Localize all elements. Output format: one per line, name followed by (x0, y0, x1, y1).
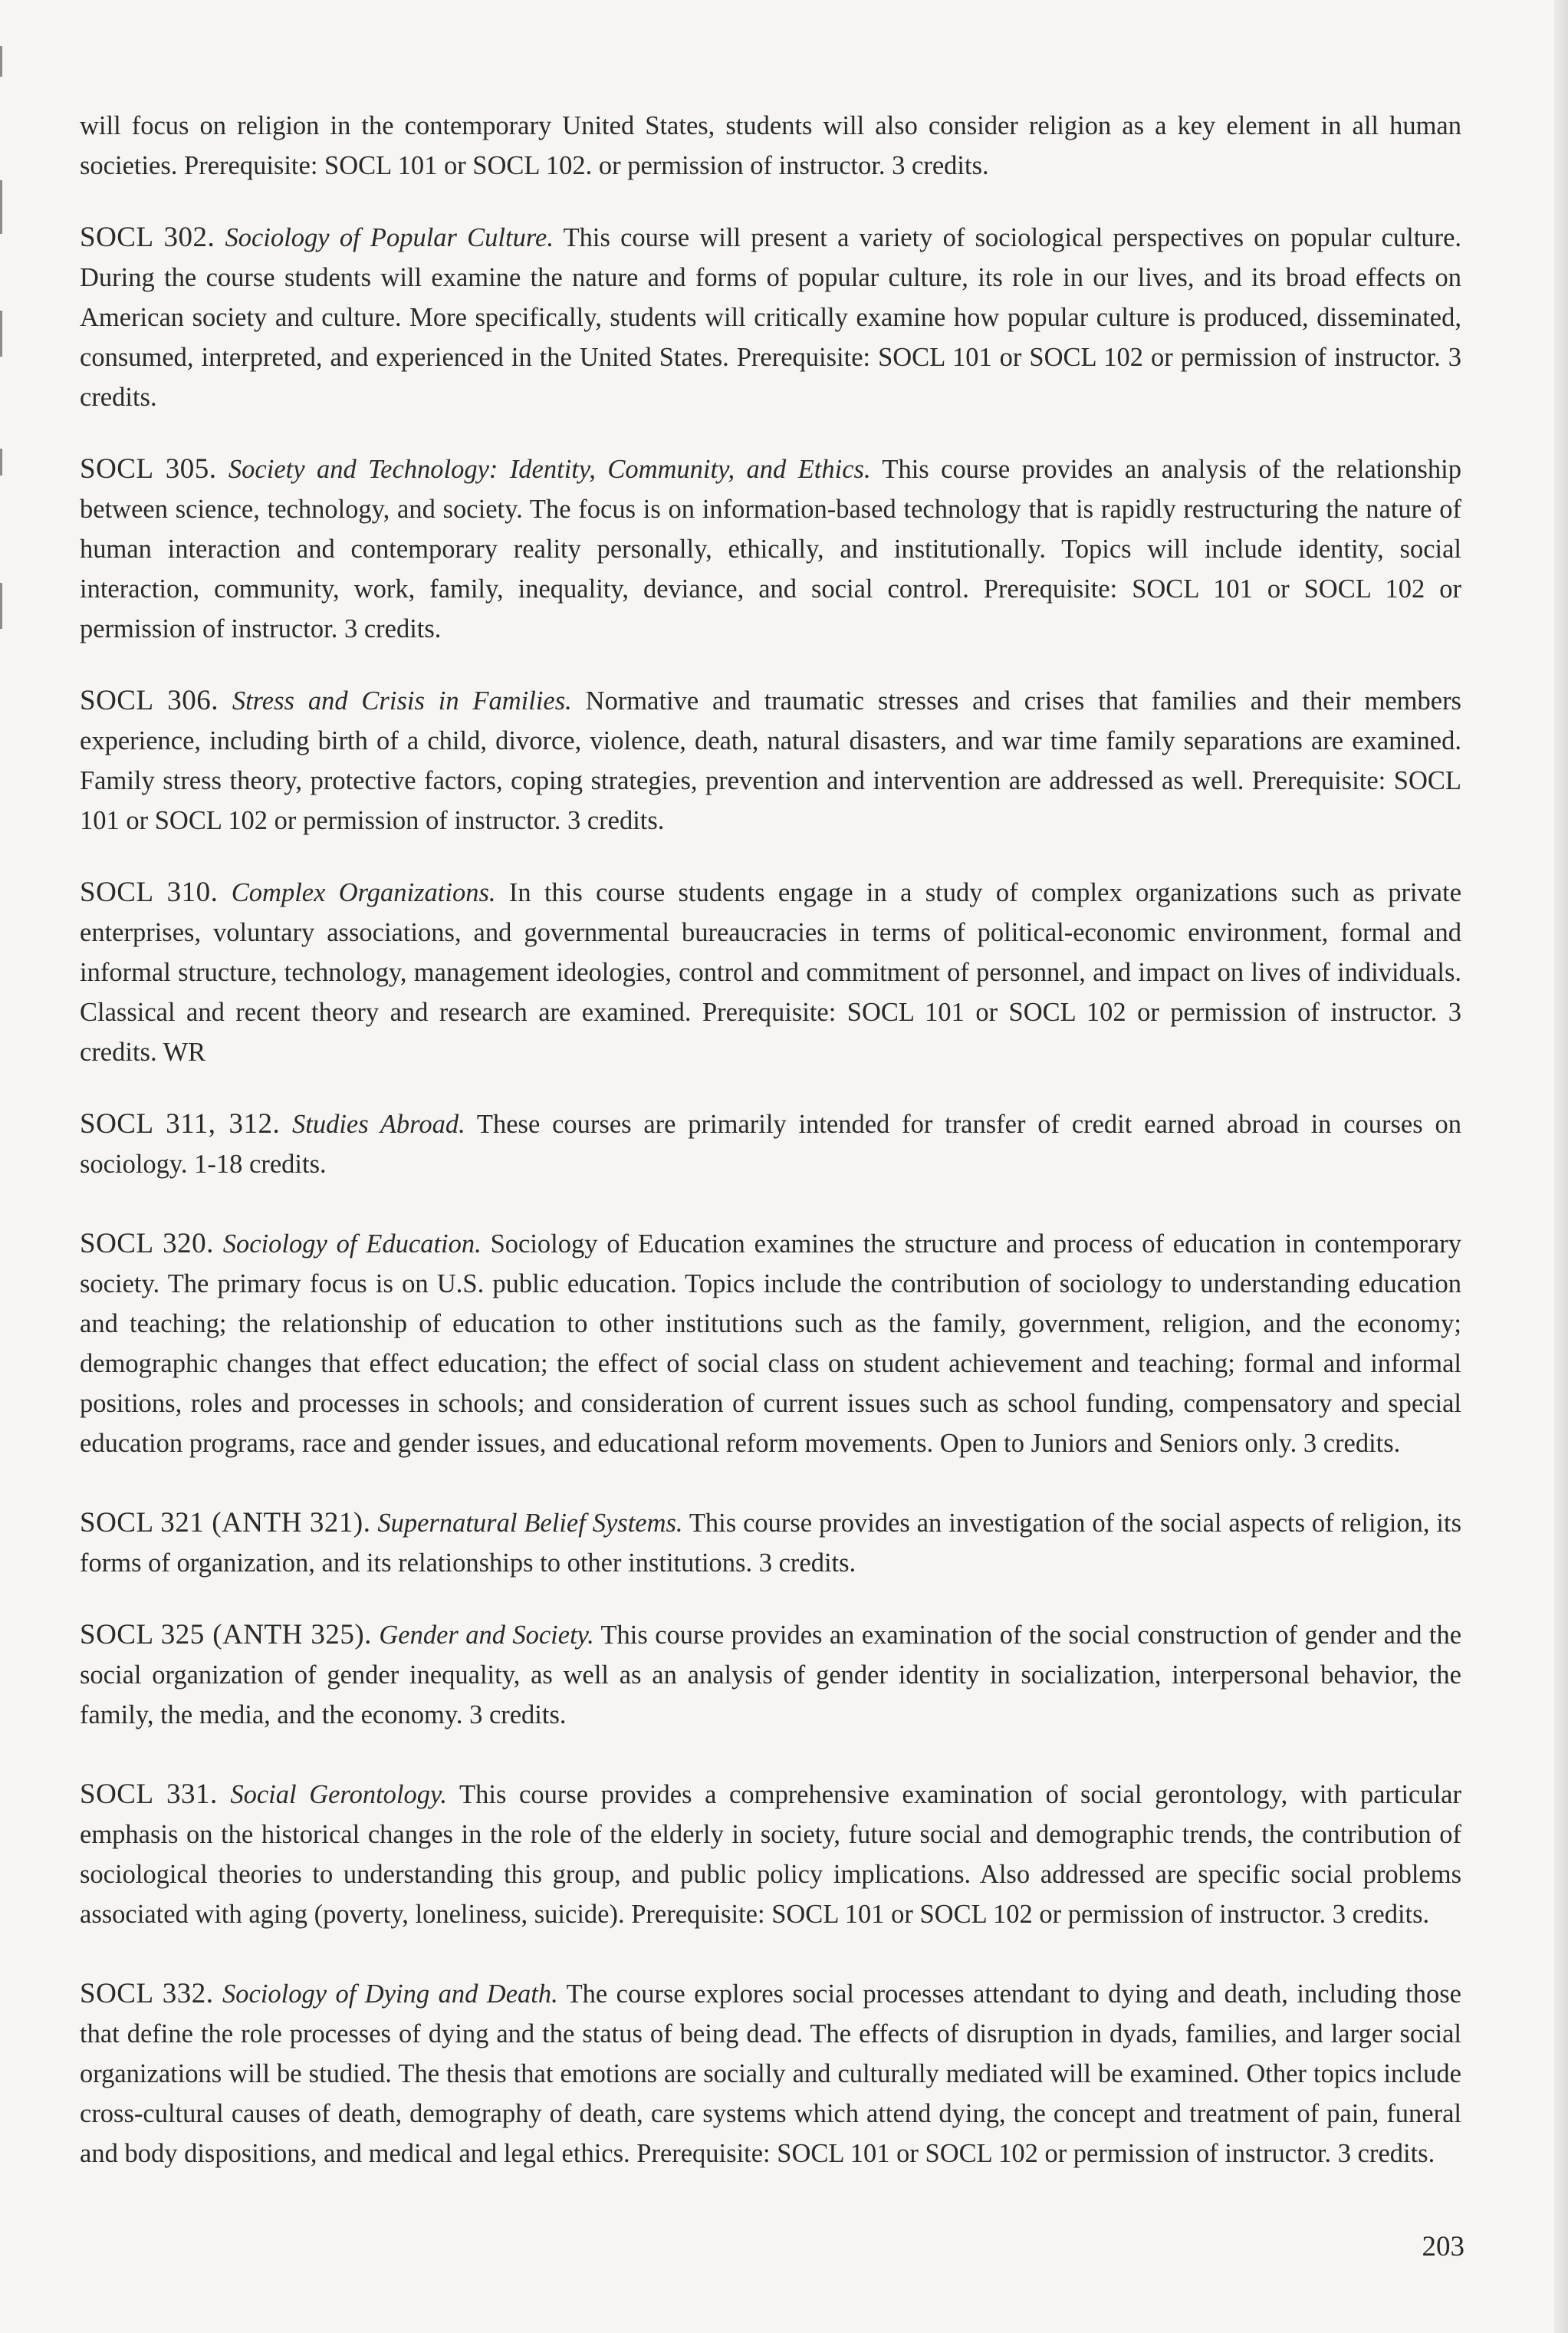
course-description: This course provides an analysis of the relationship between science, technology, and society. The focus is on information-based technology that is rapidly restructuring the nature of human interaction and contemporary reality personally, ethically, and institutionally. Topics will include identity, social interaction, community, work, family, inequality, deviance, and social control. Prerequisite: SOCL 101 or SOCL 102 or permission of instructor. 3 credits. (80, 455, 1461, 643)
course-description: This course provides a comprehensive examination of social gerontology, with particular emphasis on the historical changes in the role of the elderly in society, future social and demographic trends, the contribution of sociological theories to understanding this group, and public policy implications. Also addressed are specific social problems associated with aging (poverty, loneliness, suicide). Prerequisite: SOCL 101 or SOCL 102 or permission of instructor. 3 credits. (80, 1780, 1461, 1929)
course-title: Studies Abroad. (292, 1110, 465, 1139)
course-entry (80, 1974, 1461, 2173)
course-description: The course explores social processes attendant to dying and death, including those that define the role processes of dying and the status of being dead. The effects of disruption in dyads, families, and larger social organizations will be studied. The thesis that emotions are socially and culturally mediated will be examined. Other topics include cross-cultural causes of death, demography of death, care systems which attend dying, the concept and treatment of pain, funeral and body dispositions, and medical and legal ethics. Prerequisite: SOCL 101 or SOCL 102 or permission of instructor. 3 credits. (80, 1979, 1461, 2168)
course-description: These courses are primarily intended for transfer of credit earned abroad in courses on sociology. 1-18 credits. (80, 1110, 1461, 1179)
course-entry (80, 218, 1461, 417)
page-number: 203 (1422, 2231, 1464, 2262)
course-code: SOCL 306. (80, 685, 219, 716)
course-title: Supernatural Belief Systems. (377, 1509, 683, 1538)
scan-mark (0, 311, 2, 357)
scan-mark (0, 449, 2, 475)
course-entry (80, 1104, 1461, 1184)
course-entry (80, 1503, 1461, 1583)
course-title: Gender and Society. (379, 1621, 594, 1650)
course-code: SOCL 302. (80, 222, 215, 253)
course-code: SOCL 320. (80, 1228, 214, 1259)
course-description: This course provides an examination of the social construction of gender and the social organization of gender inequality, as well as an analysis of gender identity in socialization, interpersonal behavior, the family, the media, and the economy. 3 credits. (80, 1621, 1462, 1729)
course-entry (80, 1775, 1461, 1934)
course-entry (80, 873, 1461, 1072)
course-description: Normative and traumatic stresses and crises that families and their members experience, including birth of a child, divorce, violence, death, natural disasters, and war time family separations are examined. Family stress theory, protective factors, coping strategies, prevention and intervention are addressed as well. Prerequisite: SOCL 101 or SOCL 102 or permission of instructor. 3 credits. (80, 686, 1461, 835)
scan-edge (1554, 0, 1568, 2333)
course-title: Sociology of Education. (222, 1229, 482, 1259)
continuation-text: will focus on religion in the contemporary United States, students will also consider religion as a key element in all human societies. Prerequisite: SOCL 101 or SOCL 102. or permission of instructor. 3 credits. (80, 111, 1461, 180)
scan-mark (0, 180, 2, 234)
course-description: Sociology of Education examines the structure and process of education in contemporary society. The primary focus is on U.S. public education. Topics include the contribution of sociology to understanding education and teaching; the relationship of education to other institutions such as the family, government, religion, and the economy; demographic changes that effect education; the effect of social class on student achievement and teaching; formal and informal positions, roles and processes in schools; and consideration of current issues such as school funding, compensatory and special education programs, race and gender issues, and educational reform movements. Open to Juniors and Seniors only. 3 credits. (80, 1229, 1461, 1458)
course-description: This course provides an investigation of the social aspects of religion, its forms of organization, and its relationships to other institutions. 3 credits. (80, 1509, 1461, 1578)
course-entry (80, 681, 1461, 841)
course-entry (80, 449, 1461, 649)
course-description: This course will present a variety of sociological perspectives on popular culture. During the course students will examine the nature and forms of popular culture, its role in our lives, and its broad effects on American society and culture. More specifically, students will critically examine how popular culture is produced, disseminated, consumed, interpreted, and experienced in the United States. Prerequisite: SOCL 101 or SOCL 102 or permission of instructor. 3 credits. (80, 223, 1462, 412)
course-list (80, 106, 1461, 2173)
scan-mark (0, 583, 2, 629)
course-code: SOCL 310. (80, 877, 219, 908)
course-title: Complex Organizations. (231, 878, 496, 907)
course-entry (80, 1224, 1461, 1463)
course-title: Sociology of Dying and Death. (222, 1979, 558, 2009)
scan-mark (0, 46, 2, 77)
course-title: Sociology of Popular Culture. (225, 223, 554, 252)
course-code: SOCL 325 (ANTH 325). (80, 1619, 372, 1650)
course-code: SOCL 332. (80, 1978, 214, 2009)
course-code: SOCL 311, 312. (80, 1108, 281, 1140)
course-title: Stress and Crisis in Families. (232, 686, 572, 716)
course-code: SOCL 305. (80, 453, 217, 485)
course-code: SOCL 321 (ANTH 321). (80, 1507, 371, 1538)
course-description: In this course students engage in a study of complex organizations such as private enterprises, voluntary associations, and governmental bureaucracies in terms of political-economic environment, formal and informal structure, technology, management ideologies, control and commitment of personnel, and impact on lives of individuals. Classical and recent theory and research are examined. Prerequisite: SOCL 101 or SOCL 102 or permission of instructor. 3 credits. WR (80, 878, 1462, 1067)
course-title: Society and Technology: Identity, Community, and Ethics. (228, 455, 871, 484)
course-entry (80, 1615, 1461, 1735)
course-code: SOCL 331. (80, 1779, 218, 1810)
course-title: Social Gerontology. (230, 1780, 448, 1809)
